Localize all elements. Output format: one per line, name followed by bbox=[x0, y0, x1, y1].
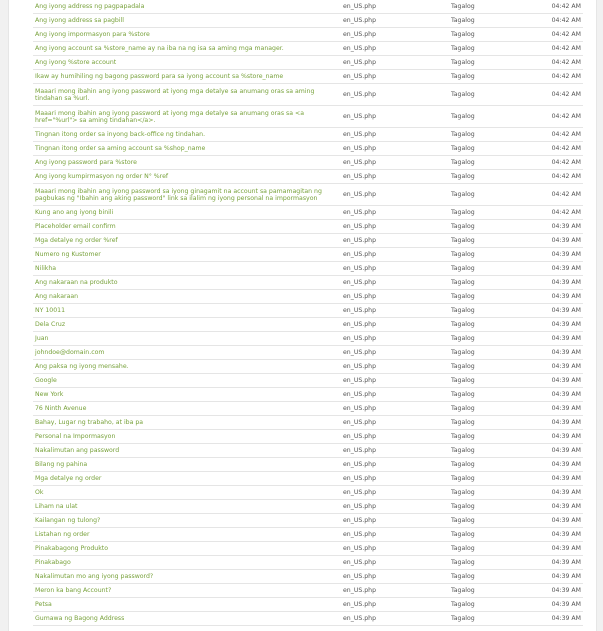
language-cell: Tagalog bbox=[449, 556, 521, 570]
language-cell: Tagalog bbox=[449, 500, 521, 514]
time-cell: 04:39 AM bbox=[521, 472, 583, 486]
language-cell: Tagalog bbox=[449, 444, 521, 458]
file-name-cell: en_US.php bbox=[341, 276, 449, 290]
source-string-link[interactable]: Placeholder email confirm bbox=[33, 220, 341, 234]
source-string-link[interactable]: Ikaw ay humihiling ng bagong password para sa iyong account sa %store_name bbox=[33, 70, 341, 84]
source-string-link[interactable]: Listahan ng order bbox=[33, 528, 341, 542]
file-name-cell: en_US.php bbox=[341, 28, 449, 42]
file-name-cell: en_US.php bbox=[341, 612, 449, 626]
language-cell: Tagalog bbox=[449, 262, 521, 276]
time-cell: 04:39 AM bbox=[521, 598, 583, 612]
table-row[interactable] bbox=[33, 458, 583, 472]
language-cell: Tagalog bbox=[449, 584, 521, 598]
file-name-cell: en_US.php bbox=[341, 486, 449, 500]
file-name-cell: en_US.php bbox=[341, 0, 449, 14]
language-cell: Tagalog bbox=[449, 598, 521, 612]
language-cell: Tagalog bbox=[449, 402, 521, 416]
table-row[interactable] bbox=[33, 528, 583, 542]
time-cell: 04:42 AM bbox=[521, 170, 583, 184]
language-cell: Tagalog bbox=[449, 206, 521, 220]
time-cell: 04:39 AM bbox=[521, 556, 583, 570]
source-string-link[interactable]: Mga detalye ng order bbox=[33, 472, 341, 486]
file-name-cell: en_US.php bbox=[341, 290, 449, 304]
language-cell: Tagalog bbox=[449, 14, 521, 28]
time-cell: 04:39 AM bbox=[521, 430, 583, 444]
time-cell: 04:42 AM bbox=[521, 184, 583, 206]
file-name-cell: en_US.php bbox=[341, 70, 449, 84]
source-string-link[interactable]: johndoe@domain.com bbox=[33, 346, 341, 360]
source-string-link[interactable]: Pinakabagong Produkto bbox=[33, 542, 341, 556]
table-row[interactable] bbox=[33, 346, 583, 360]
language-cell: Tagalog bbox=[449, 374, 521, 388]
table-row[interactable] bbox=[33, 262, 583, 276]
time-cell: 04:39 AM bbox=[521, 416, 583, 430]
table-row[interactable] bbox=[33, 290, 583, 304]
table-row[interactable] bbox=[33, 584, 583, 598]
source-string-link[interactable]: Liham na ulat bbox=[33, 500, 341, 514]
table-row[interactable] bbox=[33, 234, 583, 248]
time-cell: 04:42 AM bbox=[521, 56, 583, 70]
file-name-cell: en_US.php bbox=[341, 374, 449, 388]
language-cell: Tagalog bbox=[449, 142, 521, 156]
language-cell: Tagalog bbox=[449, 570, 521, 584]
language-cell: Tagalog bbox=[449, 416, 521, 430]
source-string-link[interactable]: Ang paksa ng iyong mensahe. bbox=[33, 360, 341, 374]
table-row[interactable] bbox=[33, 304, 583, 318]
source-string-link[interactable]: Tingnan itong order sa aming account sa %shop_name bbox=[33, 142, 341, 156]
language-cell: Tagalog bbox=[449, 70, 521, 84]
time-cell: 04:39 AM bbox=[521, 584, 583, 598]
source-string-link[interactable]: Petsa bbox=[33, 598, 341, 612]
file-name-cell: en_US.php bbox=[341, 128, 449, 142]
source-string-link[interactable]: Dela Cruz bbox=[33, 318, 341, 332]
language-cell: Tagalog bbox=[449, 234, 521, 248]
table-row[interactable] bbox=[33, 500, 583, 514]
time-cell: 04:39 AM bbox=[521, 570, 583, 584]
source-string-link[interactable]: Gumawa ng Bagong Address bbox=[33, 612, 341, 626]
time-cell: 04:39 AM bbox=[521, 360, 583, 374]
table-row[interactable] bbox=[33, 128, 583, 142]
file-name-cell: en_US.php bbox=[341, 304, 449, 318]
source-string-link[interactable]: Kailangan ng tulong? bbox=[33, 514, 341, 528]
table-row[interactable] bbox=[33, 106, 583, 128]
language-cell: Tagalog bbox=[449, 106, 521, 128]
file-name-cell: en_US.php bbox=[341, 556, 449, 570]
source-string-link[interactable]: Kung ano ang iyong binili bbox=[33, 206, 341, 220]
source-string-link[interactable]: NY 10011 bbox=[33, 304, 341, 318]
language-cell: Tagalog bbox=[449, 304, 521, 318]
file-name-cell: en_US.php bbox=[341, 14, 449, 28]
time-cell: 04:42 AM bbox=[521, 142, 583, 156]
source-string-link[interactable]: Ang iyong kumpirmasyon ng order N° %ref bbox=[33, 170, 341, 184]
source-string-link[interactable]: New York bbox=[33, 388, 341, 402]
file-name-cell: en_US.php bbox=[341, 402, 449, 416]
source-string-link[interactable]: Nakalimutan ang password bbox=[33, 444, 341, 458]
table-row[interactable] bbox=[33, 598, 583, 612]
source-string-link[interactable]: Numero ng Kustomer bbox=[33, 248, 341, 262]
translation-rows bbox=[33, 0, 583, 626]
time-cell: 04:39 AM bbox=[521, 248, 583, 262]
file-name-cell: en_US.php bbox=[341, 430, 449, 444]
time-cell: 04:39 AM bbox=[521, 318, 583, 332]
language-cell: Tagalog bbox=[449, 248, 521, 262]
table-row[interactable] bbox=[33, 184, 583, 206]
language-cell: Tagalog bbox=[449, 542, 521, 556]
source-string-link[interactable]: Mga detalye ng order %ref bbox=[33, 234, 341, 248]
source-string-link[interactable]: Nakalimutan mo ang iyong password? bbox=[33, 570, 341, 584]
file-name-cell: en_US.php bbox=[341, 248, 449, 262]
language-cell: Tagalog bbox=[449, 528, 521, 542]
source-string-link[interactable]: Ang iyong impormasyon para %store bbox=[33, 28, 341, 42]
time-cell: 04:42 AM bbox=[521, 0, 583, 14]
file-name-cell: en_US.php bbox=[341, 56, 449, 70]
time-cell: 04:39 AM bbox=[521, 304, 583, 318]
language-cell: Tagalog bbox=[449, 28, 521, 42]
language-cell: Tagalog bbox=[449, 0, 521, 14]
file-name-cell: en_US.php bbox=[341, 184, 449, 206]
language-cell: Tagalog bbox=[449, 184, 521, 206]
table-row[interactable] bbox=[33, 318, 583, 332]
language-cell: Tagalog bbox=[449, 84, 521, 106]
table-row[interactable] bbox=[33, 472, 583, 486]
language-cell: Tagalog bbox=[449, 360, 521, 374]
table-row[interactable] bbox=[33, 556, 583, 570]
file-name-cell: en_US.php bbox=[341, 170, 449, 184]
file-name-cell: en_US.php bbox=[341, 262, 449, 276]
file-name-cell: en_US.php bbox=[341, 472, 449, 486]
source-string-link[interactable]: Ang iyong password para %store bbox=[33, 156, 341, 170]
time-cell: 04:39 AM bbox=[521, 514, 583, 528]
time-cell: 04:39 AM bbox=[521, 612, 583, 626]
table-row[interactable] bbox=[33, 42, 583, 56]
table-row[interactable] bbox=[33, 430, 583, 444]
time-cell: 04:39 AM bbox=[521, 332, 583, 346]
source-string-link[interactable]: Meron ka bang Account? bbox=[33, 584, 341, 598]
source-string-link[interactable]: Ang iyong account sa %store_name ay na iba na ng isa sa aming mga manager. bbox=[33, 42, 341, 56]
source-string-link[interactable]: Bilang ng pahina bbox=[33, 458, 341, 472]
table-row[interactable] bbox=[33, 332, 583, 346]
table-row[interactable] bbox=[33, 206, 583, 220]
file-name-cell: en_US.php bbox=[341, 542, 449, 556]
source-string-link[interactable]: Ang iyong address ng pagpapadala bbox=[33, 0, 341, 14]
table-row[interactable] bbox=[33, 142, 583, 156]
table-row[interactable] bbox=[33, 514, 583, 528]
file-name-cell: en_US.php bbox=[341, 42, 449, 56]
translation-table bbox=[33, 0, 583, 626]
file-name-cell: en_US.php bbox=[341, 332, 449, 346]
time-cell: 04:39 AM bbox=[521, 458, 583, 472]
time-cell: 04:42 AM bbox=[521, 106, 583, 128]
translation-list-panel bbox=[8, 0, 597, 631]
time-cell: 04:42 AM bbox=[521, 70, 583, 84]
language-cell: Tagalog bbox=[449, 318, 521, 332]
language-cell: Tagalog bbox=[449, 472, 521, 486]
time-cell: 04:39 AM bbox=[521, 290, 583, 304]
file-name-cell: en_US.php bbox=[341, 388, 449, 402]
language-cell: Tagalog bbox=[449, 128, 521, 142]
source-string-link[interactable]: Nilikha bbox=[33, 262, 341, 276]
source-string-link[interactable]: Ang iyong %store account bbox=[33, 56, 341, 70]
language-cell: Tagalog bbox=[449, 290, 521, 304]
time-cell: 04:42 AM bbox=[521, 128, 583, 142]
time-cell: 04:42 AM bbox=[521, 156, 583, 170]
time-cell: 04:39 AM bbox=[521, 500, 583, 514]
source-string-link[interactable]: Ok bbox=[33, 486, 341, 500]
time-cell: 04:39 AM bbox=[521, 402, 583, 416]
source-string-link[interactable]: Tingnan itong order sa inyong back-office ng tindahan. bbox=[33, 128, 341, 142]
language-cell: Tagalog bbox=[449, 514, 521, 528]
table-row[interactable] bbox=[33, 374, 583, 388]
time-cell: 04:39 AM bbox=[521, 262, 583, 276]
language-cell: Tagalog bbox=[449, 388, 521, 402]
table-row[interactable] bbox=[33, 84, 583, 106]
time-cell: 04:39 AM bbox=[521, 374, 583, 388]
time-cell: 04:39 AM bbox=[521, 528, 583, 542]
table-row[interactable] bbox=[33, 14, 583, 28]
time-cell: 04:42 AM bbox=[521, 84, 583, 106]
language-cell: Tagalog bbox=[449, 430, 521, 444]
time-cell: 04:39 AM bbox=[521, 444, 583, 458]
source-string-link[interactable]: Maaari mong ibahin ang iyong password at iyong mga detalye sa anumang oras sa aming tindahan sa %url. bbox=[33, 84, 341, 106]
table-row[interactable] bbox=[33, 486, 583, 500]
table-row[interactable] bbox=[33, 612, 583, 626]
table-row[interactable] bbox=[33, 156, 583, 170]
table-row[interactable] bbox=[33, 416, 583, 430]
time-cell: 04:42 AM bbox=[521, 206, 583, 220]
file-name-cell: en_US.php bbox=[341, 570, 449, 584]
file-name-cell: en_US.php bbox=[341, 220, 449, 234]
language-cell: Tagalog bbox=[449, 156, 521, 170]
file-name-cell: en_US.php bbox=[341, 84, 449, 106]
time-cell: 04:39 AM bbox=[521, 542, 583, 556]
source-string-link[interactable]: Ang iyong address sa pagbill bbox=[33, 14, 341, 28]
table-row[interactable] bbox=[33, 56, 583, 70]
language-cell: Tagalog bbox=[449, 458, 521, 472]
file-name-cell: en_US.php bbox=[341, 318, 449, 332]
table-row[interactable] bbox=[33, 276, 583, 290]
table-row[interactable] bbox=[33, 360, 583, 374]
language-cell: Tagalog bbox=[449, 346, 521, 360]
file-name-cell: en_US.php bbox=[341, 458, 449, 472]
source-string-link[interactable]: Maaari mong ibahin ang iyong password sa iyong ginagamit na account sa pamamagitan ng pagbukas ng "Ibahin ang aking password" link sa ilalim ng iyong personal na impormasyon bbox=[33, 184, 341, 206]
time-cell: 04:39 AM bbox=[521, 388, 583, 402]
source-string-link[interactable]: 76 Ninth Avenue bbox=[33, 402, 341, 416]
source-string-link[interactable]: Juan bbox=[33, 332, 341, 346]
file-name-cell: en_US.php bbox=[341, 444, 449, 458]
source-string-link[interactable]: Personal na Impormasyon bbox=[33, 430, 341, 444]
language-cell: Tagalog bbox=[449, 56, 521, 70]
table-row[interactable] bbox=[33, 542, 583, 556]
table-row[interactable] bbox=[33, 0, 583, 14]
table-row[interactable] bbox=[33, 220, 583, 234]
file-name-cell: en_US.php bbox=[341, 528, 449, 542]
source-string-link[interactable]: Pinakabago bbox=[33, 556, 341, 570]
time-cell: 04:39 AM bbox=[521, 486, 583, 500]
language-cell: Tagalog bbox=[449, 42, 521, 56]
file-name-cell: en_US.php bbox=[341, 156, 449, 170]
time-cell: 04:42 AM bbox=[521, 28, 583, 42]
time-cell: 04:42 AM bbox=[521, 42, 583, 56]
language-cell: Tagalog bbox=[449, 220, 521, 234]
file-name-cell: en_US.php bbox=[341, 346, 449, 360]
table-row[interactable] bbox=[33, 70, 583, 84]
table-row[interactable] bbox=[33, 402, 583, 416]
table-row[interactable] bbox=[33, 444, 583, 458]
file-name-cell: en_US.php bbox=[341, 206, 449, 220]
source-string-link[interactable]: Google bbox=[33, 374, 341, 388]
time-cell: 04:39 AM bbox=[521, 276, 583, 290]
source-string-link[interactable]: Maaari mong ibahin ang iyong password at iyong mga detalye sa anumang oras sa <a href="%url"> sa aming tindahan</a>. bbox=[33, 106, 341, 128]
file-name-cell: en_US.php bbox=[341, 234, 449, 248]
language-cell: Tagalog bbox=[449, 486, 521, 500]
table-row[interactable] bbox=[33, 170, 583, 184]
file-name-cell: en_US.php bbox=[341, 360, 449, 374]
table-row[interactable] bbox=[33, 248, 583, 262]
file-name-cell: en_US.php bbox=[341, 598, 449, 612]
language-cell: Tagalog bbox=[449, 170, 521, 184]
source-string-link[interactable]: Ang nakaraan na produkto bbox=[33, 276, 341, 290]
file-name-cell: en_US.php bbox=[341, 500, 449, 514]
language-cell: Tagalog bbox=[449, 612, 521, 626]
language-cell: Tagalog bbox=[449, 332, 521, 346]
table-row[interactable] bbox=[33, 28, 583, 42]
file-name-cell: en_US.php bbox=[341, 142, 449, 156]
file-name-cell: en_US.php bbox=[341, 514, 449, 528]
file-name-cell: en_US.php bbox=[341, 106, 449, 128]
table-row[interactable] bbox=[33, 570, 583, 584]
source-string-link[interactable]: Ang nakaraan bbox=[33, 290, 341, 304]
time-cell: 04:42 AM bbox=[521, 14, 583, 28]
file-name-cell: en_US.php bbox=[341, 584, 449, 598]
table-row[interactable] bbox=[33, 388, 583, 402]
language-cell: Tagalog bbox=[449, 276, 521, 290]
file-name-cell: en_US.php bbox=[341, 416, 449, 430]
time-cell: 04:39 AM bbox=[521, 234, 583, 248]
time-cell: 04:39 AM bbox=[521, 346, 583, 360]
source-string-link[interactable]: Bahay, Lugar ng trabaho, at iba pa bbox=[33, 416, 341, 430]
time-cell: 04:39 AM bbox=[521, 220, 583, 234]
